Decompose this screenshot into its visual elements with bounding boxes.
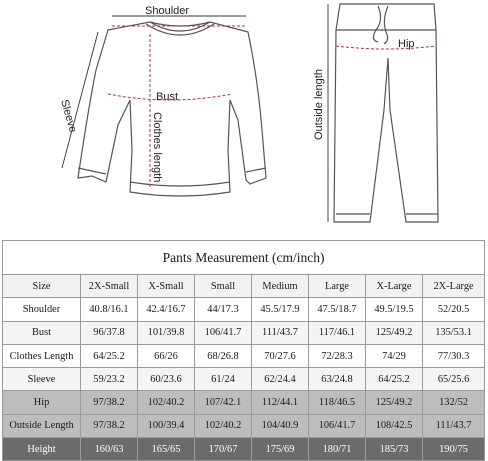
pants-measure-lines xyxy=(336,46,436,49)
header-cell: Medium xyxy=(252,275,309,298)
table-cell: 111/43.7 xyxy=(423,414,485,437)
table-cell: 112/44.1 xyxy=(252,391,309,414)
hip-label: Hip xyxy=(398,38,415,50)
table-cell: 64/25.2 xyxy=(366,368,423,391)
header-cell: 2X-Large xyxy=(423,275,485,298)
table-cell: 135/53.1 xyxy=(423,321,485,344)
row-label: Sleeve xyxy=(3,368,81,391)
table-cell: 107/42.1 xyxy=(195,391,252,414)
table-cell: 65/25.6 xyxy=(423,368,485,391)
row-label: Hip xyxy=(3,391,81,414)
table-cell: 59/23.2 xyxy=(81,368,138,391)
table-cell: 132/52 xyxy=(423,391,485,414)
table-cell: 70/27.6 xyxy=(252,344,309,367)
table-title: Pants Measurement (cm/inch) xyxy=(3,241,485,275)
table-cell: 42.4/16.7 xyxy=(138,298,195,321)
header-cell: 2X-Small xyxy=(81,275,138,298)
table-cell: 125/49.2 xyxy=(366,391,423,414)
table-cell: 66/26 xyxy=(138,344,195,367)
header-row xyxy=(3,275,485,298)
table-cell: 118/46.5 xyxy=(309,391,366,414)
table-cell: 104/40.9 xyxy=(252,414,309,437)
table-cell: 125/49.2 xyxy=(366,321,423,344)
table-cell: 61/24 xyxy=(195,368,252,391)
table-cell: 102/40.2 xyxy=(138,391,195,414)
table-cell: 101/39.8 xyxy=(138,321,195,344)
table-cell: 165/65 xyxy=(138,438,195,461)
clothes-length-label: Clothes length xyxy=(151,112,163,183)
table-cell: 47.5/18.7 xyxy=(309,298,366,321)
table-cell: 68/26.8 xyxy=(195,344,252,367)
table-cell: 72/28.3 xyxy=(309,344,366,367)
header-cell: X-Large xyxy=(366,275,423,298)
table-cell: 180/71 xyxy=(309,438,366,461)
table-cell: 106/41.7 xyxy=(195,321,252,344)
table-cell: 74/29 xyxy=(366,344,423,367)
header-cell: Small xyxy=(195,275,252,298)
table-row xyxy=(3,321,485,344)
row-label: Outside Length xyxy=(3,414,81,437)
size-table xyxy=(2,240,485,461)
sleeve-label: Sleeve xyxy=(58,98,79,134)
table-cell: 108/42.5 xyxy=(366,414,423,437)
table-cell: 117/46.1 xyxy=(309,321,366,344)
bust-label: Bust xyxy=(156,91,179,103)
table-cell: 45.5/17.9 xyxy=(252,298,309,321)
row-label: Height xyxy=(3,438,81,461)
header-cell: Large xyxy=(309,275,366,298)
outside-length-label: Outside length xyxy=(313,69,325,140)
table-cell: 97/38.2 xyxy=(81,414,138,437)
row-label: Shoulder xyxy=(3,298,81,321)
table-cell: 111/43.7 xyxy=(252,321,309,344)
table-row xyxy=(3,368,485,391)
table-cell: 77/30.3 xyxy=(423,344,485,367)
table-cell: 190/75 xyxy=(423,438,485,461)
table-row xyxy=(3,438,485,461)
table-cell: 96/37.8 xyxy=(81,321,138,344)
row-label: Bust xyxy=(3,321,81,344)
table-cell: 40.8/16.1 xyxy=(81,298,138,321)
table-cell: 52/20.5 xyxy=(423,298,485,321)
table-cell: 44/17.3 xyxy=(195,298,252,321)
row-label: Clothes Length xyxy=(3,344,81,367)
table-cell: 97/38.2 xyxy=(81,391,138,414)
header-cell: Size xyxy=(3,275,81,298)
table-cell: 60/23.6 xyxy=(138,368,195,391)
table-cell: 170/67 xyxy=(195,438,252,461)
shirt-illustration xyxy=(78,22,266,196)
table-row xyxy=(3,298,485,321)
table-cell: 62/24.4 xyxy=(252,368,309,391)
table-cell: 106/41.7 xyxy=(309,414,366,437)
table-cell: 175/69 xyxy=(252,438,309,461)
table-cell: 64/25.2 xyxy=(81,344,138,367)
table-cell: 102/40.2 xyxy=(195,414,252,437)
shoulder-label: Shoulder xyxy=(145,5,190,17)
table-cell: 63/24.8 xyxy=(309,368,366,391)
table-cell: 185/73 xyxy=(366,438,423,461)
table-row xyxy=(3,391,485,414)
table-row xyxy=(3,344,485,367)
header-cell: X-Small xyxy=(138,275,195,298)
table-cell: 100/39.4 xyxy=(138,414,195,437)
table-cell: 49.5/19.5 xyxy=(366,298,423,321)
shirt-measure-lines xyxy=(108,26,246,188)
table-row xyxy=(3,414,485,437)
table-cell: 160/63 xyxy=(81,438,138,461)
pants-illustration xyxy=(334,4,438,222)
